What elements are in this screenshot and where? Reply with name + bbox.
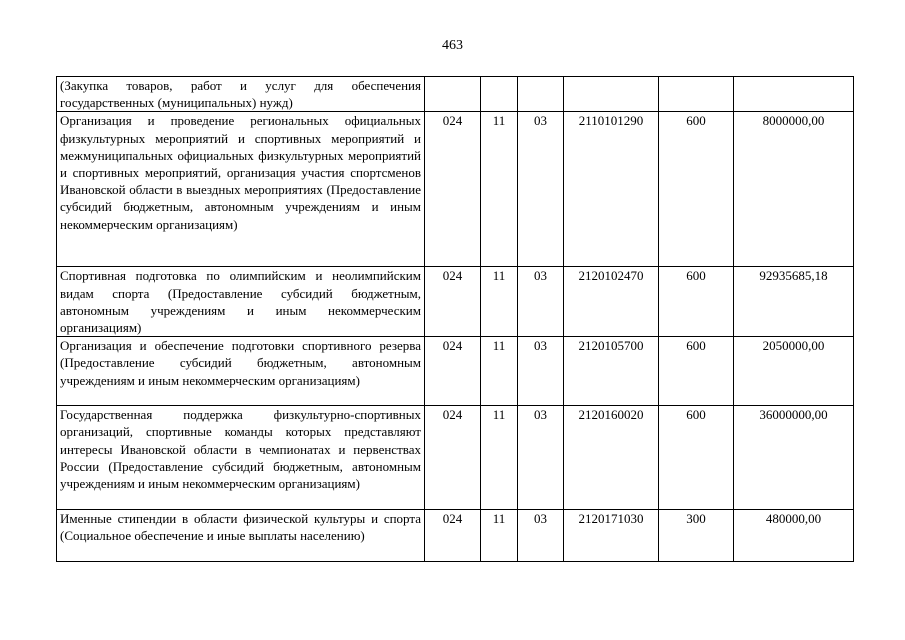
target-article-cell (564, 77, 659, 112)
section-code-cell: 11 (481, 267, 518, 337)
table-row (57, 112, 854, 267)
expense-name-cell: Спортивная подготовка по олимпийским и неолимпийским видам спорта (Предоставление субсидий бюджетным, автономным учреждениям и иным некоммерческим организациям) (57, 267, 425, 337)
section-code-cell: 11 (481, 112, 518, 267)
table-row (57, 510, 854, 562)
target-article-cell: 2120105700 (564, 337, 659, 406)
amount-cell: 8000000,00 (734, 112, 854, 267)
expense-type-cell: 300 (659, 510, 734, 562)
expense-name-cell: Именные стипендии в области физической культуры и спорта (Социальное обеспечение и иные выплаты населению) (57, 510, 425, 562)
expense-name-cell: Государственная поддержка физкультурно-спортивных организаций, спортивные команды которых представляют интересы Ивановской области в чемпионатах и первенствах России (Предоставление субсидий бюджетным, автономным учреждениям и иным некоммерческим организациям) (57, 406, 425, 510)
ministry-code-cell (425, 77, 481, 112)
subsection-code-cell (518, 77, 564, 112)
target-article-cell: 2120171030 (564, 510, 659, 562)
expense-name-cell: (Закупка товаров, работ и услуг для обеспечения государственных (муниципальных) нужд) (57, 77, 425, 112)
ministry-code-cell: 024 (425, 406, 481, 510)
subsection-code-cell: 03 (518, 406, 564, 510)
amount-cell: 36000000,00 (734, 406, 854, 510)
expense-type-cell (659, 77, 734, 112)
expense-type-cell: 600 (659, 406, 734, 510)
section-code-cell (481, 77, 518, 112)
table-row (57, 267, 854, 337)
target-article-cell: 2120160020 (564, 406, 659, 510)
expense-name-cell: Организация и проведение региональных официальных физкультурных мероприятий и спортивных мероприятий и межмуниципальных официальных физкультурных мероприятий и спортивных мероприятий, организация участия спортсменов Ивановской области в выездных мероприятиях (Предоставление субсидий бюджетным, автономным учреждениям и иным некоммерческим организациям) (57, 112, 425, 267)
section-code-cell: 11 (481, 510, 518, 562)
table-row (57, 337, 854, 406)
table-row (57, 406, 854, 510)
budget-table (56, 76, 854, 562)
expense-type-cell: 600 (659, 337, 734, 406)
target-article-cell: 2110101290 (564, 112, 659, 267)
subsection-code-cell: 03 (518, 112, 564, 267)
amount-cell: 92935685,18 (734, 267, 854, 337)
ministry-code-cell: 024 (425, 510, 481, 562)
amount-cell: 480000,00 (734, 510, 854, 562)
ministry-code-cell: 024 (425, 337, 481, 406)
page-number: 463 (442, 38, 463, 53)
amount-cell (734, 77, 854, 112)
target-article-cell: 2120102470 (564, 267, 659, 337)
expense-type-cell: 600 (659, 267, 734, 337)
amount-cell: 2050000,00 (734, 337, 854, 406)
expense-type-cell: 600 (659, 112, 734, 267)
table-row (57, 77, 854, 112)
expense-name-cell: Организация и обеспечение подготовки спортивного резерва (Предоставление субсидий бюджетным, автономным учреждениям и иным некоммерческим организациям) (57, 337, 425, 406)
subsection-code-cell: 03 (518, 267, 564, 337)
section-code-cell: 11 (481, 406, 518, 510)
ministry-code-cell: 024 (425, 112, 481, 267)
ministry-code-cell: 024 (425, 267, 481, 337)
subsection-code-cell: 03 (518, 510, 564, 562)
subsection-code-cell: 03 (518, 337, 564, 406)
section-code-cell: 11 (481, 337, 518, 406)
